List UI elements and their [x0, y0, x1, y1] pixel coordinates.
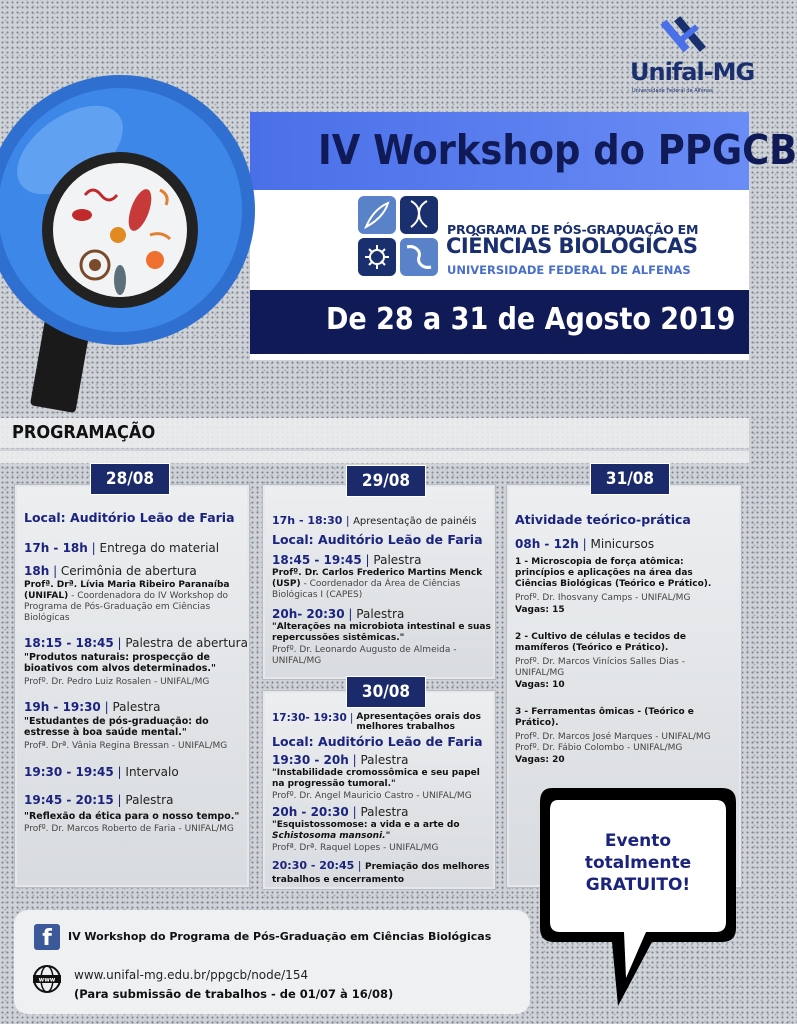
day4-c3-vagas: Vagas: 20 [515, 755, 565, 765]
section-title: PROGRAMAÇÃO [12, 422, 156, 443]
page-title: IV Workshop do PPGCB [318, 126, 797, 174]
day3-e3-talk [272, 820, 492, 842]
day2-e2-speaker: Profº. Dr. Carlos Frederico Martins Menck (USP) [272, 568, 483, 589]
facebook-icon[interactable]: f [34, 924, 60, 950]
day4-heading: Atividade teórico-prática [515, 512, 691, 527]
facebook-page-link[interactable]: IV Workshop do Programa de Pós-Graduação em Ciências Biológicas [68, 930, 492, 943]
day3-e2-time: 19:30 - 20h [272, 753, 349, 767]
day3-e2-sep: | [348, 753, 361, 767]
day2-e2-desc: - Coordenador da Área de Ciências Biológicas I (CAPES) [272, 579, 461, 600]
day2-e2-detail [272, 568, 492, 601]
day1-e2-time: 18h [24, 564, 50, 578]
day1-e5-sep: | [113, 765, 126, 779]
day1-e4-title: Palestra [112, 700, 161, 714]
day2-e1-sep: | [342, 514, 354, 527]
day1-e6-talk: "Reflexão da ética para o nosso tempo." [24, 811, 240, 822]
globe-icon [32, 964, 62, 994]
day3-e2-title: Palestra [360, 753, 409, 767]
day2-e3-speaker: Profº. Dr. Leonardo Augusto de Almeida - UNIFAL/MG [272, 645, 457, 666]
day1-e6-speaker: Profº. Dr. Marcos Roberto de Faria - UNIFAL/MG [24, 824, 234, 834]
event-dates: De 28 a 31 de Agosto 2019 [326, 302, 736, 337]
day3-e3 [272, 805, 492, 819]
day3-e3-talk-a: "Esquistossomose: a vida e a arte do [272, 820, 460, 830]
program-name-3: UNIVERSIDADE FEDERAL DE ALFENAS [447, 263, 691, 277]
day4-title: Minicursos [590, 537, 655, 551]
day4-c2-vagas: Vagas: 10 [515, 680, 565, 690]
day1-e3-talk: "Produtos naturais: prospecção de bioativos com alvos determinados." [24, 652, 216, 674]
day1-e6-sep: | [113, 793, 126, 807]
day4-content [515, 512, 735, 766]
day2-e2-sep: | [361, 553, 374, 567]
day3-e3-sep: | [348, 805, 361, 819]
day1-e2-speaker: Profª. Drª. Lívia Maria Ribeiro Paranaíba (UNIFAL) [24, 580, 230, 601]
day3-e1 [272, 712, 492, 732]
day2-e1-time: 17h - 18:30 [272, 514, 343, 527]
day3-e3-talk-b: Schistosoma mansoni." [272, 831, 391, 841]
day3-date: 30/08 [346, 676, 426, 708]
day2-e3-talk: "Alterações na microbiota intestinal e suas repercussões sistêmicas." [272, 622, 491, 643]
day3-e2 [272, 753, 492, 767]
day3-e4-time: 20:30 - 20:45 [272, 859, 355, 872]
day4-c2-title: 2 - Cultivo de células e tecidos de mamíferos (Teórico e Prático). [515, 632, 686, 653]
day3-e2-speaker: Profº. Dr. Angel Mauricio Castro - UNIFAL/MG [272, 791, 472, 801]
day2-e2-title: Palestra [373, 553, 422, 567]
unifal-logo-text: Unifal-MG [630, 58, 755, 86]
day3-e2-talk: "Instabilidade cromossômica e seu papel na progressão tumoral." [272, 768, 480, 789]
day1-location: Local: Auditório Leão de Faria [24, 510, 235, 525]
day3-e3-time: 20h - 20:30 [272, 805, 349, 819]
day1-e4 [24, 700, 242, 714]
day1-e5-time: 19:30 - 19:45 [24, 765, 114, 779]
day1-e2-title: Cerimônia de abertura [60, 564, 197, 578]
program-name-1: PROGRAMA DE PÓS-GRADUAÇÃO EM [447, 222, 699, 237]
day1-e3-speaker: Profº. Dr. Pedro Luiz Rosalen - UNIFAL/MG [24, 677, 210, 687]
day1-e5 [24, 765, 242, 779]
ppgcb-logo [357, 195, 439, 277]
day1-e1 [24, 541, 242, 555]
day2-location: Local: Auditório Leão de Faria [272, 532, 483, 547]
magnifier-illustration [0, 40, 290, 410]
program-name-2: CIÊNCIAS BIOLÓGICAS [446, 234, 698, 258]
day4-sep: | [578, 537, 591, 551]
day2-e3-title: Palestra [356, 607, 405, 621]
day1-e2-desc: - Coordenadora do IV Workshop do Programa de Pós-Graduação em Ciências Biológicas [24, 591, 229, 623]
day3-location: Local: Auditório Leão de Faria [272, 734, 483, 749]
day4-c1-speaker: Profº. Dr. Ihosvany Camps - UNIFAL/MG [515, 593, 691, 603]
day4-c3-speaker2: Profº. Dr. Fábio Colombo - UNIFAL/MG [515, 743, 683, 753]
day4-c3-title: 3 - Ferramentas ômicas - (Teórico e Prático). [515, 707, 694, 728]
day2-e3-time: 20h- 20:30 [272, 607, 345, 621]
day1-e3-sep: | [113, 636, 126, 650]
day1-e3 [24, 636, 248, 650]
section-bar-lower [0, 451, 749, 463]
svg-text:www: www [38, 976, 56, 984]
day3-e4-sep: | [354, 859, 365, 872]
day1-e3-time: 18:15 - 18:45 [24, 636, 114, 650]
website-link[interactable]: www.unifal-mg.edu.br/ppgcb/node/154 [74, 968, 309, 982]
unifal-logo [626, 10, 755, 105]
day1-e4-speaker: Profª. Drª. Vânia Regina Bressan - UNIFAL/MG [24, 741, 228, 751]
day1-date: 28/08 [90, 463, 170, 495]
day2-date: 29/08 [346, 465, 426, 497]
speech-bubble-icon [532, 778, 746, 1018]
day2-e2-time: 18:45 - 19:45 [272, 553, 362, 567]
day3-content [272, 712, 492, 885]
day4-c2-speaker: Profº. Dr. Marcos Vinícios Salles Dias - UNIFAL/MG [515, 657, 685, 678]
day3-e4 [272, 859, 492, 885]
day2-e2 [272, 553, 492, 567]
day3-e1-time: 17:30- 19:30 [272, 712, 347, 724]
day4-session [515, 537, 735, 551]
bubble-line2: totalmente [584, 853, 692, 873]
day3-e4-title: Premiação dos melhores trabalhos e encerramento [272, 862, 490, 885]
day4-date: 31/08 [590, 463, 670, 495]
day1-e2 [24, 564, 242, 578]
day1-e1-time: 17h - 18h [24, 541, 88, 555]
day4-c3-speaker1: Profº. Dr. Marcos José Marques - UNIFAL/MG [515, 732, 711, 742]
day2-e3 [272, 607, 492, 621]
submission-note: (Para submissão de trabalhos - de 01/07 à 16/08) [74, 987, 394, 1001]
day1-e2-sep: | [49, 564, 61, 578]
day1-content [24, 510, 248, 835]
day4-c1-title: 1 - Microscopia de força atômica: princípios e aplicações na área das Ciências Biológicas (Teórico e Prático). [515, 557, 712, 589]
day1-e2-detail [24, 580, 242, 624]
day2-content [272, 514, 492, 667]
day1-e5-title: Intervalo [125, 765, 179, 779]
day1-e4-time: 19h - 19:30 [24, 700, 101, 714]
free-event-bubble [532, 778, 746, 1018]
bubble-text [550, 830, 726, 896]
bubble-line1: Evento [604, 831, 672, 851]
day1-e4-talk: "Estudantes de pós-graduação: do estresse à boa saúde mental." [24, 716, 209, 738]
day2-e3-sep: | [344, 607, 357, 621]
day1-e6 [24, 793, 242, 807]
date-band-stripe [250, 354, 749, 360]
day1-e1-sep: | [87, 541, 100, 555]
day2-e1 [272, 514, 492, 527]
unifal-logo-subtitle: Universidade Federal de Alfenas [632, 88, 713, 94]
day1-e6-time: 19:45 - 20:15 [24, 793, 114, 807]
day4-c1-vagas: Vagas: 15 [515, 605, 565, 615]
day3-e3-title: Palestra [360, 805, 409, 819]
day2-e1-title: Apresentação de painéis [353, 516, 477, 527]
bubble-line3: GRATUITO! [585, 875, 691, 895]
day3-e3-speaker: Profª. Drª. Raquel Lopes - UNIFAL/MG [272, 843, 439, 853]
day3-e1-sep: | [349, 712, 354, 724]
day1-e6-title: Palestra [125, 793, 174, 807]
day1-e3-title: Palestra de abertura [125, 636, 248, 650]
day4-time: 08h - 12h [515, 537, 579, 551]
day3-e1-title: Apresentações orais dos melhores trabalhos [356, 712, 481, 732]
day1-e4-sep: | [100, 700, 113, 714]
day1-e1-title: Entrega do material [99, 541, 220, 555]
